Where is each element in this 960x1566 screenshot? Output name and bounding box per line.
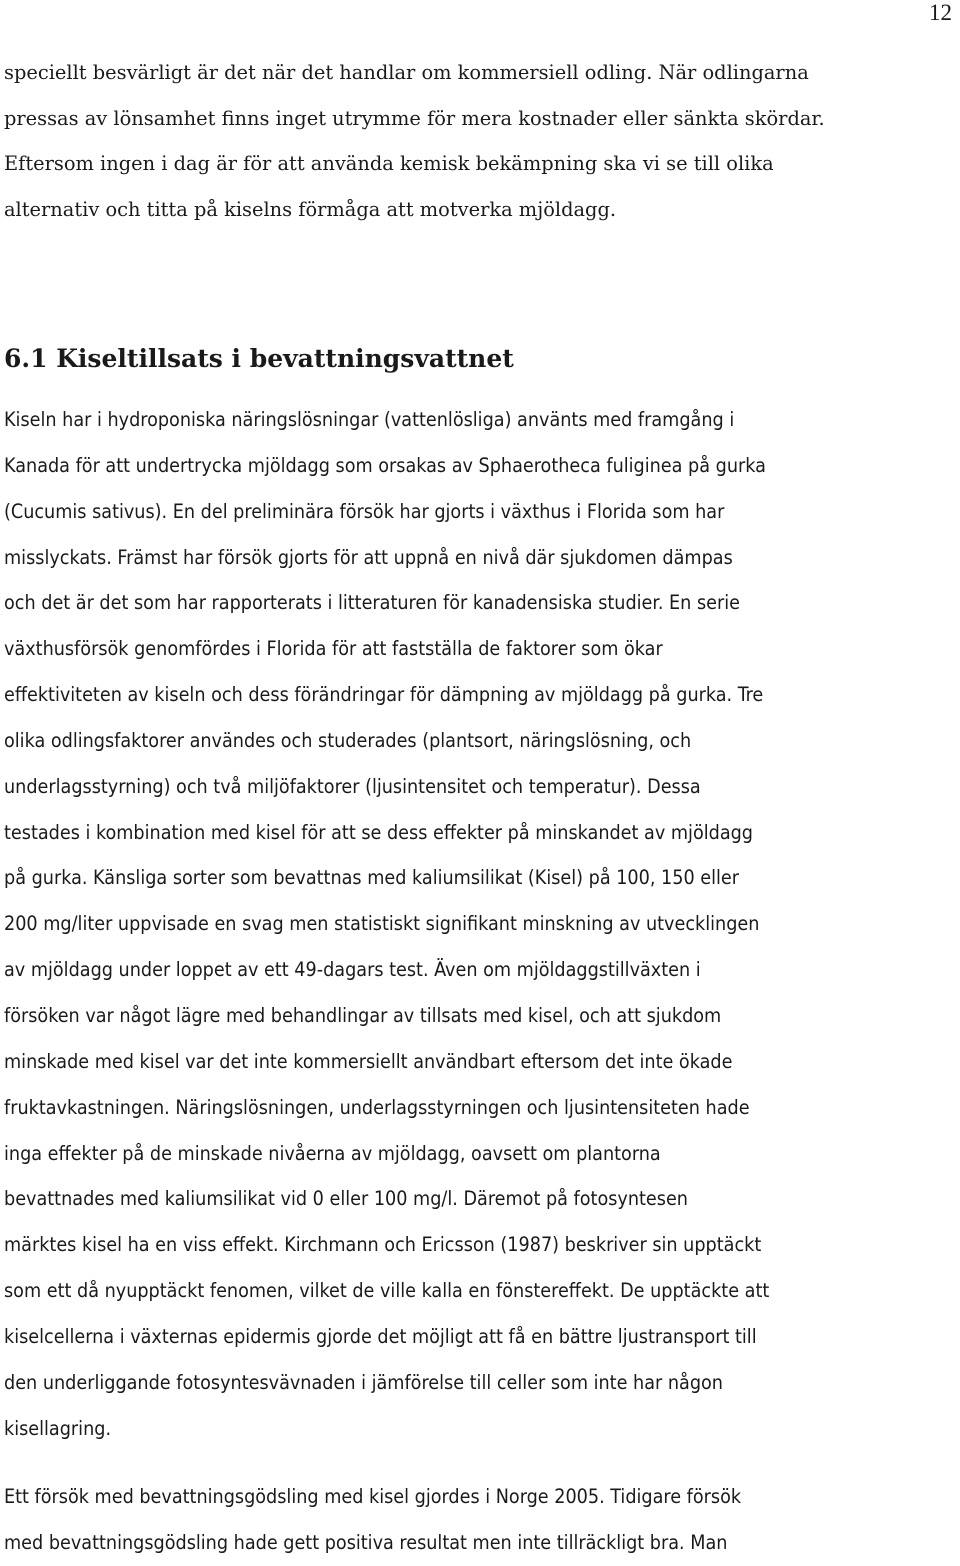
paragraph-line: av mjöldagg under loppet av ett 49-dagars test. Även om mjöldaggstillväxten i [4,958,701,982]
paragraph-line: effektiviteten av kiseln och dess förändringar för dämpning av mjöldagg på gurka. Tre [4,683,764,707]
paragraph-line: kisellagring. [4,1416,112,1440]
paragraph-line: kiselcellerna i växternas epidermis gjorde det möjligt att få en bättre ljustransport till [4,1324,757,1348]
paragraph-line: testades i kombination med kisel för att se dess effekter på minskandet av mjöldagg [4,820,754,844]
paragraph-line: den underliggande fotosyntesvävnaden i jämförelse till celler som inte har någon [4,1370,723,1394]
paragraph-line: växthusförsök genomfördes i Florida för att fastställa de faktorer som ökar [4,637,663,661]
paragraph-line: försöken var något lägre med behandlingar av tillsats med kisel, och att sjukdom [4,1003,722,1027]
paragraph-line: som ett då nyupptäckt fenomen, vilket de ville kalla en fönstereffekt. De upptäckte att [4,1279,770,1303]
paragraph-line: på gurka. Känsliga sorter som bevattnas med kaliumsilikat (Kisel) på 100, 150 eller [4,866,740,890]
intro-line: pressas av lönsamhet finns inget utrymme för mera kostnader eller sänkta skördar. [4,106,825,130]
page-number: 12 [929,0,952,25]
paragraph-line: Ett försök med bevattningsgödsling med kisel gjordes i Norge 2005. Tidigare försök [4,1485,742,1508]
paragraph-line: underlagsstyrning) och två miljöfaktorer (ljusintensitet och temperatur). Dessa [4,774,701,798]
paragraph-line: och det är det som har rapporterats i litteraturen för kanadensiska studier. En serie [4,591,740,615]
paragraph-line: med bevattningsgödsling hade gett positiva resultat men inte tillräckligt bra. Man [4,1530,728,1554]
paragraph-line: bevattnades med kaliumsilikat vid 0 eller 100 mg/l. Däremot på fotosyntesen [4,1187,688,1211]
paragraph-line: olika odlingsfaktorer användes och studerades (plantsort, näringslösning, och [4,728,692,752]
paragraph-line: inga effekter på de minskade nivåerna av mjöldagg, oavsett om plantorna [4,1141,661,1165]
intro-paragraph [4,50,954,233]
paragraph-line: Kanada för att undertrycka mjöldagg som orsakas av Sphaerotheca fuliginea på gurka [4,453,766,477]
body-paragraph-2 [4,1474,959,1566]
body-paragraph-1 [4,397,959,1451]
intro-line: Eftersom ingen i dag är för att använda kemisk bekämpning ska vi se till olika [4,152,774,176]
paragraph-line: märktes kisel ha en viss effekt. Kirchmann och Ericsson (1987) beskriver sin upptäckt [4,1233,762,1257]
paragraph-line: (Cucumis sativus). En del preliminära försök har gjorts i växthus i Florida som har [4,499,725,523]
paragraph-line: misslyckats. Främst har försök gjorts för att uppnå en nivå där sjukdomen dämpas [4,545,733,569]
paragraph-line: minskade med kisel var det inte kommersiellt användbart eftersom det inte ökade [4,1049,733,1073]
paragraph-line: 200 mg/liter uppvisade en svag men statistiskt signifikant minskning av utvecklingen [4,912,760,936]
paragraph-line: fruktavkastningen. Näringslösningen, underlagsstyrningen och ljusintensiteten hade [4,1095,750,1119]
intro-line: speciellt besvärligt är det när det handlar om kommersiell odling. När odlingarna [4,61,809,84]
section-heading: 6.1 Kiseltillsats i bevattningsvattnet [4,344,514,373]
paragraph-line: Kiseln har i hydroponiska näringslösningar (vattenlösliga) använts med framgång i [4,408,735,431]
intro-line: alternativ och titta på kiselns förmåga att motverka mjöldagg. [4,198,617,222]
